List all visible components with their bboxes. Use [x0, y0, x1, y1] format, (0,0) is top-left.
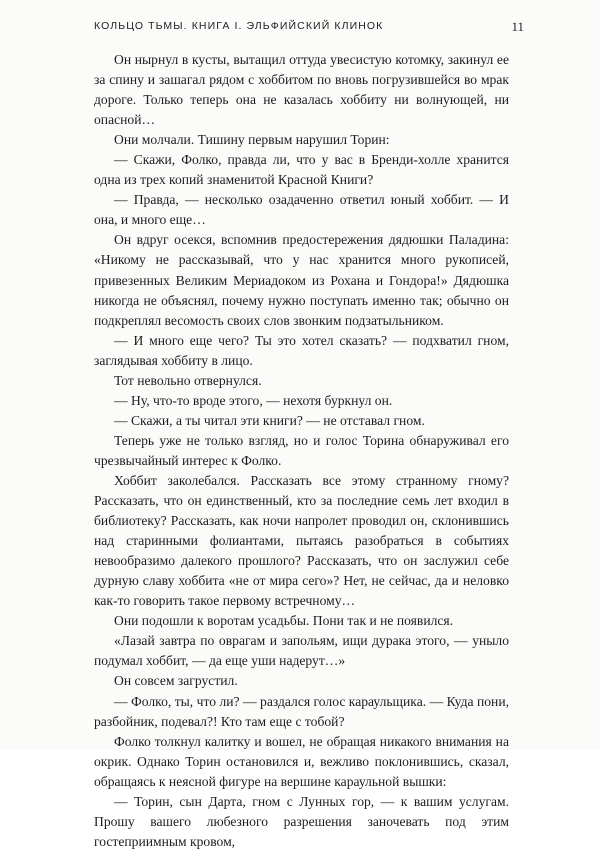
- page-number: 11: [511, 19, 524, 34]
- paragraph: Хоббит заколебался. Рассказать все этому странному гному? Рассказать, что он единственный, кто за последние семь лет входил в библиотеку? Рассказать, как ночи напролет проводил он, склонившись над старинными фолиантами, пытаясь разобраться в событиях невообразимо далекого прошлого? Рассказать, что он заслужил себе дурную славу хоббита «не от мира сего»? Нет, не сейчас, да и неловко как-то говорить такое первому встречному…: [94, 472, 509, 609]
- body-text: [94, 50, 509, 852]
- paragraph: Он вдруг осекся, вспомнив предостережения дядюшки Паладина: «Никому не рассказывай, что у нас хранится много рукописей, привезенных Великим Мериадоком из Рохана и Гондора!» Дядюшка никогда не объяснял, почему нужно поступать именно так; обычно он подкреплял весомость своих слов звонким подзатыльником.: [94, 232, 509, 328]
- paragraph: — Ну, что-то вроде этого, — нехотя буркнул он.: [114, 392, 393, 408]
- paragraph: Теперь уже не только взгляд, но и голос Торина обнаруживал его чрезвычайный интерес к Фолко.: [94, 432, 509, 468]
- paragraph: — Скажи, а ты читал эти книги? — не отставал гном.: [114, 412, 425, 428]
- running-title: КОЛЬЦО ТЬМЫ. КНИГА I. ЭЛЬФИЙСКИЙ КЛИНОК: [94, 20, 384, 32]
- paragraph: — И много еще чего? Ты это хотел сказать? — подхватил гном, заглядывая хоббиту в лицо.: [94, 332, 509, 368]
- paragraph: — Правда, — несколько озадаченно ответил юный хоббит. — И она, и много еще…: [94, 192, 509, 228]
- paragraph: — Торин, сын Дарта, гном с Лунных гор, — к вашим услугам. Прошу вашего любезного разрешения заночевать под этим гостеприимным кровом,: [94, 793, 509, 849]
- paragraph: Тот невольно отвернулся.: [114, 372, 262, 388]
- paragraph: Он совсем загрустил.: [114, 673, 238, 689]
- paragraph: Они молчали. Тишину первым нарушил Торин:: [114, 132, 390, 148]
- paragraph: Он нырнул в кусты, вытащил оттуда увесистую котомку, закинул ее за спину и зашагал рядом с хоббитом по вновь погрузившейся во мрак дороге. Только теперь она не казалась хоббиту ни волнующей, ни опасной…: [94, 52, 509, 128]
- paragraph: Они подошли к воротам усадьбы. Пони так и не появился.: [114, 613, 454, 629]
- running-head: [94, 20, 524, 36]
- paragraph: — Скажи, Фолко, правда ли, что у вас в Бренди-холле хранится одна из трех копий знаменитой Красной Книги?: [94, 152, 509, 188]
- paragraph: — Фолко, ты, что ли? — раздался голос караульщика. — Куда пони, разбойник, подевал?! Кто там еще с тобой?: [94, 693, 509, 729]
- paragraph: «Лазай завтра по оврагам и запольям, ищи дурака этого, — уныло подумал хоббит, — да еще уши надерут…»: [94, 633, 509, 669]
- paragraph: Фолко толкнул калитку и вошел, не обращая никакого внимания на окрик. Однако Торин остановился и, вежливо поклонившись, сказал, обращаясь к неясной фигуре на вершине караульной вышки:: [94, 733, 509, 789]
